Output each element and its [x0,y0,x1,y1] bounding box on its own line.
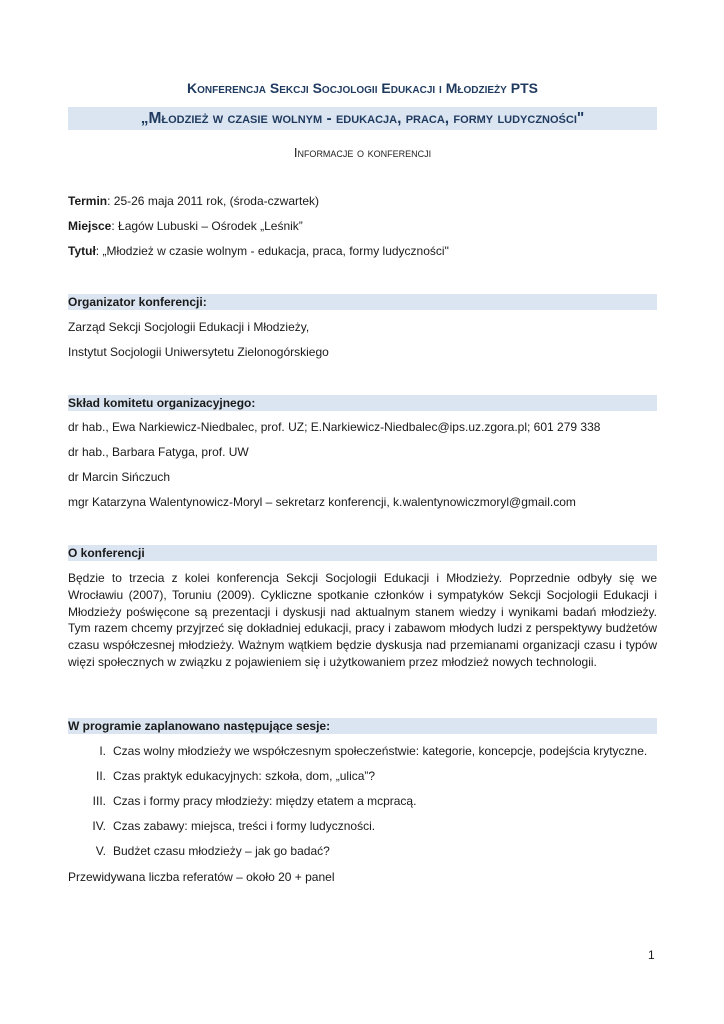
termin-label: Termin [68,194,108,208]
conference-title [68,80,657,96]
session-text: Czas praktyk edukacyjnych: szkoła, dom, „ulica”? [113,769,376,783]
session-number: II. [95,769,106,783]
session-text: Czas wolny młodzieży we współczesnym społeczeństwie: kategorie, koncepcje, podejścia krytyczne. [113,744,648,758]
about-paragraph: Będzie to trzecia z kolei konferencja Sekcji Socjologii Edukacji i Młodzieży. Poprzednie odbyły się we Wrocławiu (2007), Toruniu (2009). Cykliczne spotkanie członków i sympatyków Sekcji Socjologii Edukacji i Młodzieży poświęcone są prezentacji i dyskusji nad aktualnym stanem wiedzy i wynikami badań młodzieży. Tym razem chcemy przyjrzeć się dokładniej edukacji, pracy i zabawom młodych ludzi z perspektywy budżetów czasu współczesnej młodzieży. Ważnym wątkiem będzie dyskusja nad przemianami organizacji czasu i typów więzi społecznych w związku z pojawieniem się i użytkowaniem przez młodzież nowych technologii. [68,571,657,669]
committee-member: dr Marcin Sińczuch [68,470,171,484]
conference-name: Konferencja Sekcji Socjologii Edukacji i Młodzieży [187,80,507,96]
document-page [68,0,657,1024]
termin-value: : 25-26 maja 2011 rok, (środa-czwartek) [107,194,319,208]
pts-label: PTS [510,80,538,96]
miejsce-value: : Łagów Lubuski – Ośrodek „Leśnik” [111,219,303,233]
session-number: III. [92,794,106,808]
program-heading: W programie zaplanowano następujące sesje: [68,718,657,734]
session-item [68,794,416,808]
committee-member: dr hab., Ewa Narkiewicz-Niedbalec, prof. UZ; E.Narkiewicz-Niedbalec@ips.uz.zgora.pl; 601 279 338 [68,420,601,434]
program-note: Przewidywana liczba referatów – około 20 + panel [68,870,335,884]
organizer-line: Zarząd Sekcji Socjologii Edukacji i Młodzieży, [68,320,310,334]
session-item [68,819,375,833]
session-number: IV. [92,819,106,833]
session-text: Budżet czasu młodzieży – jak go badać? [113,844,330,858]
page-number: 1 [648,948,655,962]
about-heading: O konferencji [68,545,657,561]
tytul-line [68,244,449,258]
committee-heading: Skład komitetu organizacyjnego: [68,395,657,411]
miejsce-label: Miejsce [68,219,112,233]
session-text: Czas i formy pracy młodzieży: między etatem a mcpracą. [113,794,417,808]
termin-line [68,194,319,208]
session-item [68,744,647,758]
committee-member: dr hab., Barbara Fatyga, prof. UW [68,445,249,459]
session-number: I. [99,744,106,758]
session-item [68,769,375,783]
session-number: V. [95,844,106,858]
committee-member: mgr Katarzyna Walentynowicz-Moryl – sekretarz konferencji, k.walentynowiczmoryl@gmail.com [68,495,576,509]
miejsce-line [68,219,303,233]
subtitle: Informacje o konferencji [293,145,432,160]
tytul-label: Tytuł [68,244,96,258]
session-text: Czas zabawy: miejsca, treści i formy ludyczności. [113,819,376,833]
session-item [68,844,330,858]
main-title: „Młodzież w czasie wolnym - edukacja, praca, formy ludyczności" [68,107,657,130]
organizer-line: Instytut Socjologii Uniwersytetu Zielonogórskiego [68,345,329,359]
organizer-heading: Organizator konferencji: [68,294,657,310]
tytul-value: : „Młodzież w czasie wolnym - edukacja, praca, formy ludyczności" [95,244,449,258]
